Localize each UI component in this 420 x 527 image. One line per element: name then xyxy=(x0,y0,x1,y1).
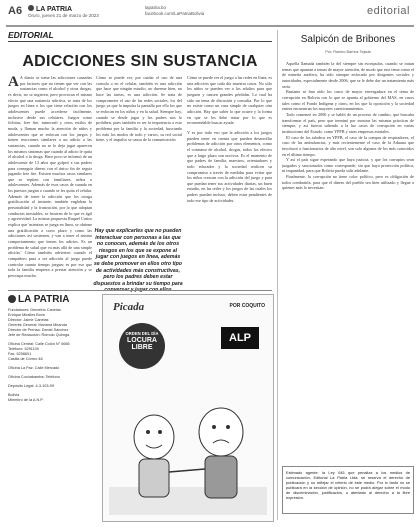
masthead-row: Oficina La Paz: Calle Mercado xyxy=(8,366,60,370)
cartoon-illustration xyxy=(109,377,267,515)
editorial-headline: ADICCIONES SIN SUSTANCIA xyxy=(22,53,258,70)
editorial-body-2: Cómo se puede ver, por cuidar el uso de una consola o en el celular, también es una adicción que hace que ningún estudio, no duerme bien, no hace las tareas, es una adicción. Se trata de comprometer el uso de las redes sociales, los del juego ya que la impulsa la pantalla por ello los que se enfocan en los niños y en la salud. Siempre hay, cuando se desde jugar y los padres nos lo prohíben, pues también es ser la impotencia a esto problema por la familia y la sociedad, buscando los más los modos de todo y varios, su red social tiene, y el impulso se causa de la comunicación. xyxy=(96,75,182,143)
masthead-row: Fax: 5258601 xyxy=(8,352,32,356)
pull-quote: Hay que explicarles que no pueden interactuar con personas a las que no conocen, además de los otros riesgos en los que se expone al jugar con juegos en línea, además se debe promover en ellos otro tipo de actividades más constructivas, pero los padres deben estar dispuestos a brindar su tiempo para xyxy=(93,228,183,287)
editorial-column-3 xyxy=(187,75,272,287)
masthead-row: Director de Prensa: Daniel Sánchez xyxy=(8,328,69,332)
masthead-row: Oficina Central: Calle Colón N° 6665 xyxy=(8,342,70,346)
opinion-paragraph: Aquella llamada también la del siempre sin escrúpulos, cuando se tratan temas que apuntan a temas de mayor atención, de modo que este tema como el de minería aurífera, ha sido siempre enfocado por dirigentes sociales y autoridades, especialmente desde 2006, que se le debe dar un tratamiento más serio. xyxy=(282,61,414,89)
editorial-rule xyxy=(8,41,272,42)
cartoon-alp-sign: ALP xyxy=(221,327,259,349)
masthead-logo: LA PATRIA xyxy=(8,294,69,305)
cartoon-logo: Picada xyxy=(113,301,145,313)
masthead-row: Bolivia xyxy=(8,393,20,397)
website-link[interactable]: lapatria.bo xyxy=(145,5,167,10)
facebook-link[interactable]: facebook.com/LaPatriaBolivia xyxy=(145,11,205,16)
masthead-row: Teléfono: 5251100 xyxy=(8,347,39,351)
cartoon-byline: POR COQUITO xyxy=(229,303,265,309)
badge-top: ORDEN DEL DÍA xyxy=(125,331,159,336)
masthead-row: Casilla de Correo 48 xyxy=(8,357,43,361)
opinion-paragraph: Todo comenzó en 2006 y se habló de un proceso de cambio, que buscaba transformar el país, pero que terminó por mostrar las mismas prácticas de siempre, y así fueron saliendo a la luz casos de corrupción en varias instituciones del Estado, como YPFB y otras empresas estatales. xyxy=(282,111,414,134)
header-links xyxy=(145,5,204,17)
masthead-row: Director: Jaime Canelas xyxy=(8,318,49,322)
editorial-column-2 xyxy=(96,75,182,225)
opinion-author: Por: Ramiro Barrios Tejada xyxy=(325,50,371,54)
badge-big: LOCURA LIBRE xyxy=(127,336,157,351)
opinion-body xyxy=(282,61,414,461)
opinion-title: Salpicón de Bribones xyxy=(300,34,396,45)
legal-notice: Estimado agente: la Ley 045 que penaliza a los medios de comunicación, Editorial La Patria Ltda. se reserva el derecho de publicación y no reflejar el criterio de este medio. Por lo tanto no se publicará en la sección de opinión, no se podrá alegar sobre el modo de discriminación, justificación, o atentado al derecho a la libre expresión. xyxy=(282,466,414,514)
page-number: A6 xyxy=(8,5,23,17)
masthead-row: Jefe de Redacción: Rómulo Quiroga xyxy=(8,333,70,337)
editorial-column-1 xyxy=(8,75,92,287)
masthead-row: Depósito Legal: 4-3-103-99 xyxy=(8,384,55,388)
masthead-row: Fundadores: Demetrio Canelas xyxy=(8,308,61,312)
logo-mark-icon xyxy=(8,295,16,303)
masthead-row: Enrique Miralles Bove xyxy=(8,313,45,317)
issue-date: Oruro, jueves 21 de marzo de 2023 xyxy=(28,13,99,18)
header-divider xyxy=(6,25,414,27)
logo-mark-icon xyxy=(28,5,34,11)
section-divider xyxy=(8,290,272,291)
masthead-row: Oficina Cochabamba: Teléfono xyxy=(8,375,60,379)
section-name: editorial xyxy=(366,5,410,17)
editorial-body-3: Cómo se puede ver el juego a las redes en línea, es una adicción que cada día muestra casos. No sólo los niños se pueden ver a los adultos para que jueguen y causen grandes pérdidas. Lo cual ha sido un tema de discusión y consulta. Por lo que no existe como un cura simple de cualquier otra adicción. Hay que saber lo que ocurre y la forma en que se les debe tratar por lo que es recomendable buscar ayuda. xyxy=(187,75,272,126)
opinion-paragraph: Bastante se han oído los casos de mayor envergadura en el tema de corrupción en Bolivia con lo que se apunta al gobierno del MAS, en casos tales como el Fondo Indígena y otros, en los que la oposición y la sociedad entera encuentran los mayores cuestionamientos. xyxy=(282,89,414,112)
page-header xyxy=(0,0,420,26)
editorial-label: EDITORIAL xyxy=(8,30,54,40)
masthead-row: Miembro de la A.N.P. xyxy=(8,398,44,402)
masthead-credits xyxy=(8,308,98,403)
drop-cap: A xyxy=(8,75,19,90)
editorial-body-4: Y es por todo eso que la adicción a los juegos pueden tener en cuenta que pueden desarrollar problemas de adicción por otros elementos, como el consumo de alcohol, drogas, todos los efectos que a largo plazo son nocivos. Es el momento de que padres de familia, maestros, orientadores y todo educador y la sociedad realicen su compromiso a través de medidas para evitar que los niños crezcan con la adicción del juego y para que puedan tener sus actividades diarias, un buen estudio, en las redes y los juegos de las cuales los padres puedan incluso, deben estar pendientes de todo ese tipo de actividades. xyxy=(187,129,272,203)
cartoon-badge xyxy=(119,323,165,369)
editorial-body-1: A diario se toma las adicciones causadas por factores que no tienen que ver con las sustancias como el alcohol y otras drogas, es decir, no se ingieren, pero provocan el mismo efecto que una sustancia adictiva, se trata de los juegos en línea o los que tiene relación con los adolescentes puede accederse facilmente, inclusive desde sus celulares. Juegos como fichitas, free fire, minecraft y otros estilos de moda, y llaman mucho la atención de niños y adolescentes que se enfocan con los juegos y tienen reacciones similares a un adicto a las sustancias, cuando no se le deja jugar aparecen los mismos síntomas que cuando al adicto le quita el alcohol o la droga. Hace poco se informó de un adolescente de 13 años que golpeó a sus padres para conseguir dinero con el único fin de seguir jugando free fire. Existen muchos casos similares que se repiten con familiares, niños o adolescentes. Además de esos casos de cuando en los puestos juegan o cuando se les quita el celular. Además de tener la adicción que los otorga gratificación al instante, también engloban la personalidad y la frustración, por lo que adoptan conductas inestables, se frustran de lo que es ágil y agresividad. La misma propuesta Raquel Castro explica que 'mientras se juega en línea, se obtiene una gratificación a corto plazo y como las adicciones así sostienen, y van a tener el mismo comportamiento que tienen los adictos. Es un problema de salud que va más allá de una simple afición.' Cómo también advierten cuando el compañero pasa a ser adicción al juego puede controlar cuanto tiempo juegan; es por eso que toda la familia empieza a prestar atención y se preocupa mucho. xyxy=(8,75,92,278)
masthead-row: Gerente General: Mariana Miranda xyxy=(8,323,67,327)
opinion-paragraph: Y así el país sigue esperando que haya justicia, y que los corruptos sean juzgados y sancionados como corresponde, sin que haya protección política, ni impunidad, para que Bolivia pueda salir adelante. xyxy=(282,157,414,174)
header-logo: LA PATRIA xyxy=(28,5,72,13)
opinion-paragraph: Finalmente, la corrupción no tiene color político, pero es obligación de todos combatirla, para que el dinero del pueblo sea bien utilizado y llegue a quienes más lo necesitan. xyxy=(282,174,414,191)
cartoon-panel xyxy=(102,294,274,522)
column-divider xyxy=(277,30,278,520)
opinion-paragraph: El caso de los taladros en YPFB, el caso de la compra de respiradores, el caso de las ambulancias, y más recientemente el caso de la Aduana que involucró a funcionarios de alto nivel, son solo algunos de los más conocidos en el último tiempo. xyxy=(282,134,414,157)
